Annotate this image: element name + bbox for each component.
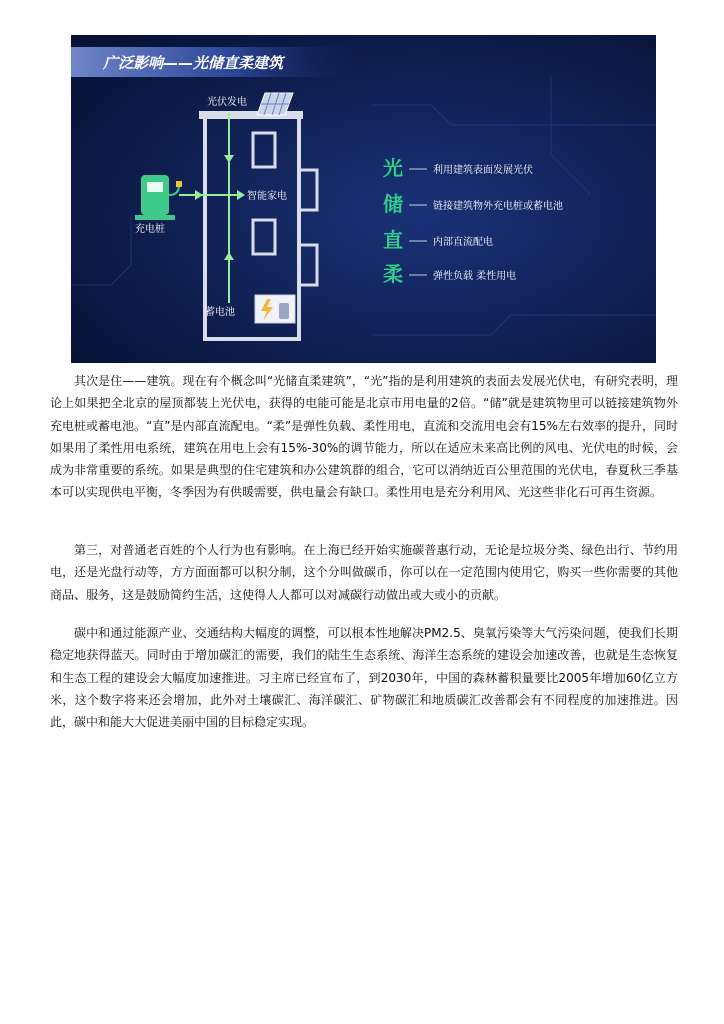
building-diagram-figure [71, 35, 656, 363]
legend-char: 直 [383, 228, 403, 252]
pv-label: 光伏发电 [207, 97, 247, 108]
paragraph-ecology: 碳中和通过能源产业、交通结构大幅度的调整，可以根本性地解决PM2.5、臭氧污染等大气污染问题，使我们长期稳定地获得蓝天。同时由于增加碳汇的需要，我们的陆生生态系统、海洋生态系统的建设会加速改善，也就是生态恢复和生态工程的建设会大幅度加速推进。习主席已经宣布了，到2030年，中国的森林蓄积量要比2005年增加60亿立方米，这个数字将来还会增加，此外对土壤碳汇、海洋碳汇、矿物碳汇和地质碳汇改善都会有不同程度的加速推进。因此，碳中和能大大促进美丽中国的目标稳定实现。 [50, 626, 678, 730]
paragraph-personal-behavior: 第三，对普通老百姓的个人行为也有影响。在上海已经开始实施碳普惠行动，无论是垃圾分类、绿色出行、节约用电，还是光盘行动等，方方面面都可以积分制，这个分叫做碳币，你可以在一定范围内使用它，购买一些你需要的其他商品、服务，这是鼓励简约生活，这使得人人都可以对减碳行动做出或大或小的贡献。 [50, 543, 678, 602]
charger-label: 充电桩 [135, 224, 165, 235]
paragraph-building: 其次是住——建筑。现在有个概念叫“光储直柔建筑”，“光”指的是利用建筑的表面去发展光伏电，有研究表明，理论上如果把全北京的屋顶都装上光伏电，获得的电能可能是北京市用电量的2倍。“储”就是建筑物里可以链接建筑物外充电桩或蓄电池。“直”是内部直流配电。“柔”是弹性负载、柔性用电，直流和交流用电会有15%左右效率的提升，同时如果用了柔性用电系统，建筑在用电上会有15%-30%的调节能力，所以在适应未来高比例的风电、光伏电的时候，会成为非常重要的系统。如果是典型的住宅建筑和办公建筑群的组合，它可以消纳近百公里范围的光伏电，春夏秋三季基本可以实现供电平衡，冬季因为有供暖需要，供电量会有缺口。柔性用电是充分利用风、光这些非化石可再生资源。 [50, 374, 678, 500]
legend-char: 柔 [383, 262, 403, 286]
legend-desc: 内部直流配电 [433, 237, 493, 248]
legend-desc: 弹性负载 柔性用电 [433, 271, 517, 282]
battery-icon [255, 295, 295, 323]
battery-label: 蓄电池 [205, 307, 235, 318]
legend-desc: 利用建筑表面发展光伏 [433, 165, 533, 176]
legend-char: 光 [383, 156, 403, 180]
appliance-label: 智能家电 [247, 191, 287, 202]
building-diagram [71, 35, 656, 363]
legend-char: 储 [383, 192, 403, 216]
legend-desc: 链接建筑物外充电桩或蓄电池 [433, 201, 563, 212]
figure-title: 广泛影响——光储直柔建筑 [103, 54, 284, 72]
